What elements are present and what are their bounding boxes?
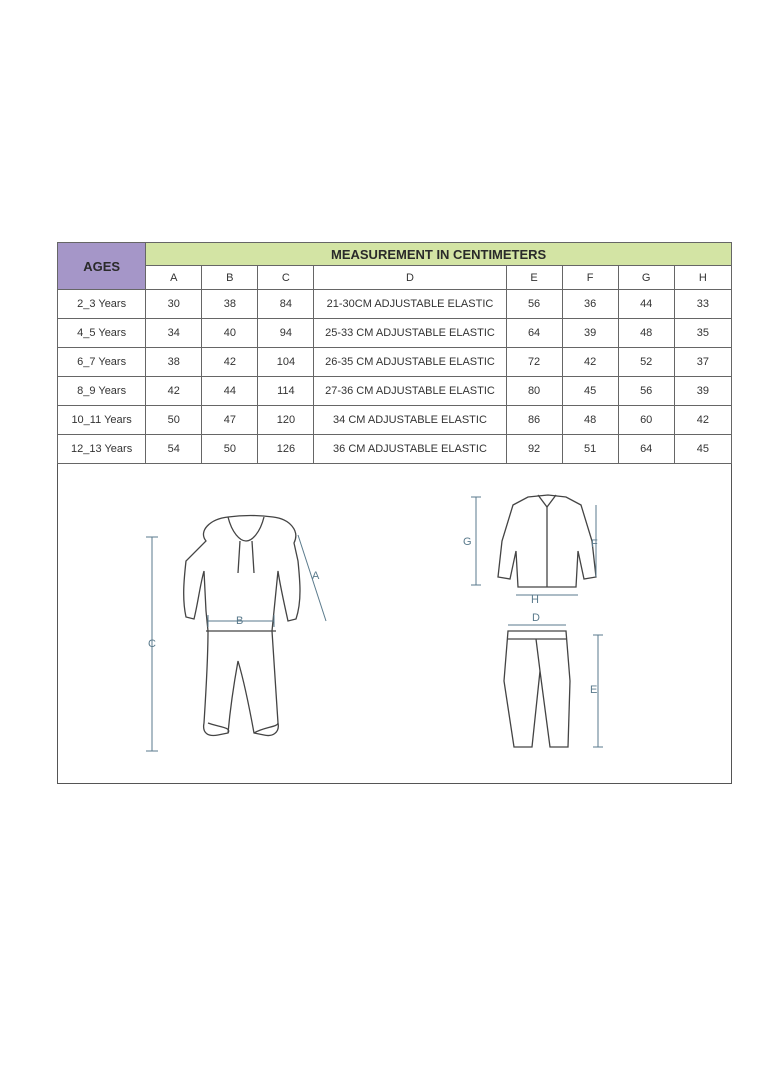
cell-d: 34 CM ADJUSTABLE ELASTIC <box>314 406 506 435</box>
cell-b: 47 <box>202 406 258 435</box>
cell-e: 80 <box>506 377 562 406</box>
cell-h: 45 <box>674 435 731 464</box>
dim-label-a: A <box>312 570 320 582</box>
cell-a: 50 <box>146 406 202 435</box>
age-cell: 4_5 Years <box>58 319 146 348</box>
cell-e: 86 <box>506 406 562 435</box>
table-row <box>58 319 732 348</box>
table-row <box>58 290 732 319</box>
cell-b: 38 <box>202 290 258 319</box>
cell-h: 35 <box>674 319 731 348</box>
cell-a: 54 <box>146 435 202 464</box>
cell-d: 25-33 CM ADJUSTABLE ELASTIC <box>314 319 506 348</box>
dim-label-b: B <box>236 615 244 627</box>
cell-g: 44 <box>618 290 674 319</box>
cell-h: 42 <box>674 406 731 435</box>
cell-h: 39 <box>674 377 731 406</box>
cell-f: 48 <box>562 406 618 435</box>
cell-f: 36 <box>562 290 618 319</box>
measurement-illustrations <box>58 461 733 784</box>
pants-dimensions <box>508 625 603 747</box>
cell-d: 26-35 CM ADJUSTABLE ELASTIC <box>314 348 506 377</box>
cell-b: 42 <box>202 348 258 377</box>
cell-f: 51 <box>562 435 618 464</box>
cell-b: 50 <box>202 435 258 464</box>
pants-drawing <box>504 631 570 747</box>
ages-header: AGES <box>58 243 146 290</box>
cell-f: 42 <box>562 348 618 377</box>
dim-label-e: E <box>590 684 598 696</box>
col-header-f: F <box>562 266 618 290</box>
dim-label-g: G <box>463 536 472 548</box>
cell-c: 126 <box>258 435 314 464</box>
cell-c: 84 <box>258 290 314 319</box>
shirt-drawing <box>498 495 596 587</box>
cell-b: 40 <box>202 319 258 348</box>
cell-a: 30 <box>146 290 202 319</box>
table-row <box>58 348 732 377</box>
cell-a: 42 <box>146 377 202 406</box>
cell-a: 34 <box>146 319 202 348</box>
cell-g: 60 <box>618 406 674 435</box>
cell-d: 27-36 CM ADJUSTABLE ELASTIC <box>314 377 506 406</box>
measurement-header: MEASUREMENT IN CENTIMETERS <box>146 243 732 266</box>
cell-f: 39 <box>562 319 618 348</box>
col-header-c: C <box>258 266 314 290</box>
table-row <box>58 406 732 435</box>
col-header-a: A <box>146 266 202 290</box>
col-header-d: D <box>314 266 506 290</box>
cell-c: 114 <box>258 377 314 406</box>
cell-e: 64 <box>506 319 562 348</box>
cell-d: 21-30CM ADJUSTABLE ELASTIC <box>314 290 506 319</box>
cell-g: 64 <box>618 435 674 464</box>
cell-f: 45 <box>562 377 618 406</box>
shirt-dimensions <box>471 497 596 595</box>
cell-d: 36 CM ADJUSTABLE ELASTIC <box>314 435 506 464</box>
cell-c: 120 <box>258 406 314 435</box>
table-row <box>58 435 732 464</box>
cell-c: 104 <box>258 348 314 377</box>
dim-label-h: H <box>531 594 539 606</box>
cell-e: 56 <box>506 290 562 319</box>
dim-label-f: F <box>591 538 598 550</box>
age-cell: 8_9 Years <box>58 377 146 406</box>
age-cell: 12_13 Years <box>58 435 146 464</box>
cell-g: 52 <box>618 348 674 377</box>
cell-e: 92 <box>506 435 562 464</box>
column-letters-row <box>58 266 732 290</box>
col-header-g: G <box>618 266 674 290</box>
table-row <box>58 377 732 406</box>
cell-g: 48 <box>618 319 674 348</box>
age-cell: 6_7 Years <box>58 348 146 377</box>
col-header-e: E <box>506 266 562 290</box>
col-header-b: B <box>202 266 258 290</box>
cell-h: 33 <box>674 290 731 319</box>
size-chart-frame <box>57 242 732 784</box>
dim-label-d: D <box>532 612 540 624</box>
cell-c: 94 <box>258 319 314 348</box>
dim-label-c: C <box>148 638 156 650</box>
age-cell: 2_3 Years <box>58 290 146 319</box>
age-cell: 10_11 Years <box>58 406 146 435</box>
cell-h: 37 <box>674 348 731 377</box>
cell-a: 38 <box>146 348 202 377</box>
size-table <box>57 242 732 464</box>
cell-e: 72 <box>506 348 562 377</box>
cell-g: 56 <box>618 377 674 406</box>
cell-b: 44 <box>202 377 258 406</box>
col-header-h: H <box>674 266 731 290</box>
